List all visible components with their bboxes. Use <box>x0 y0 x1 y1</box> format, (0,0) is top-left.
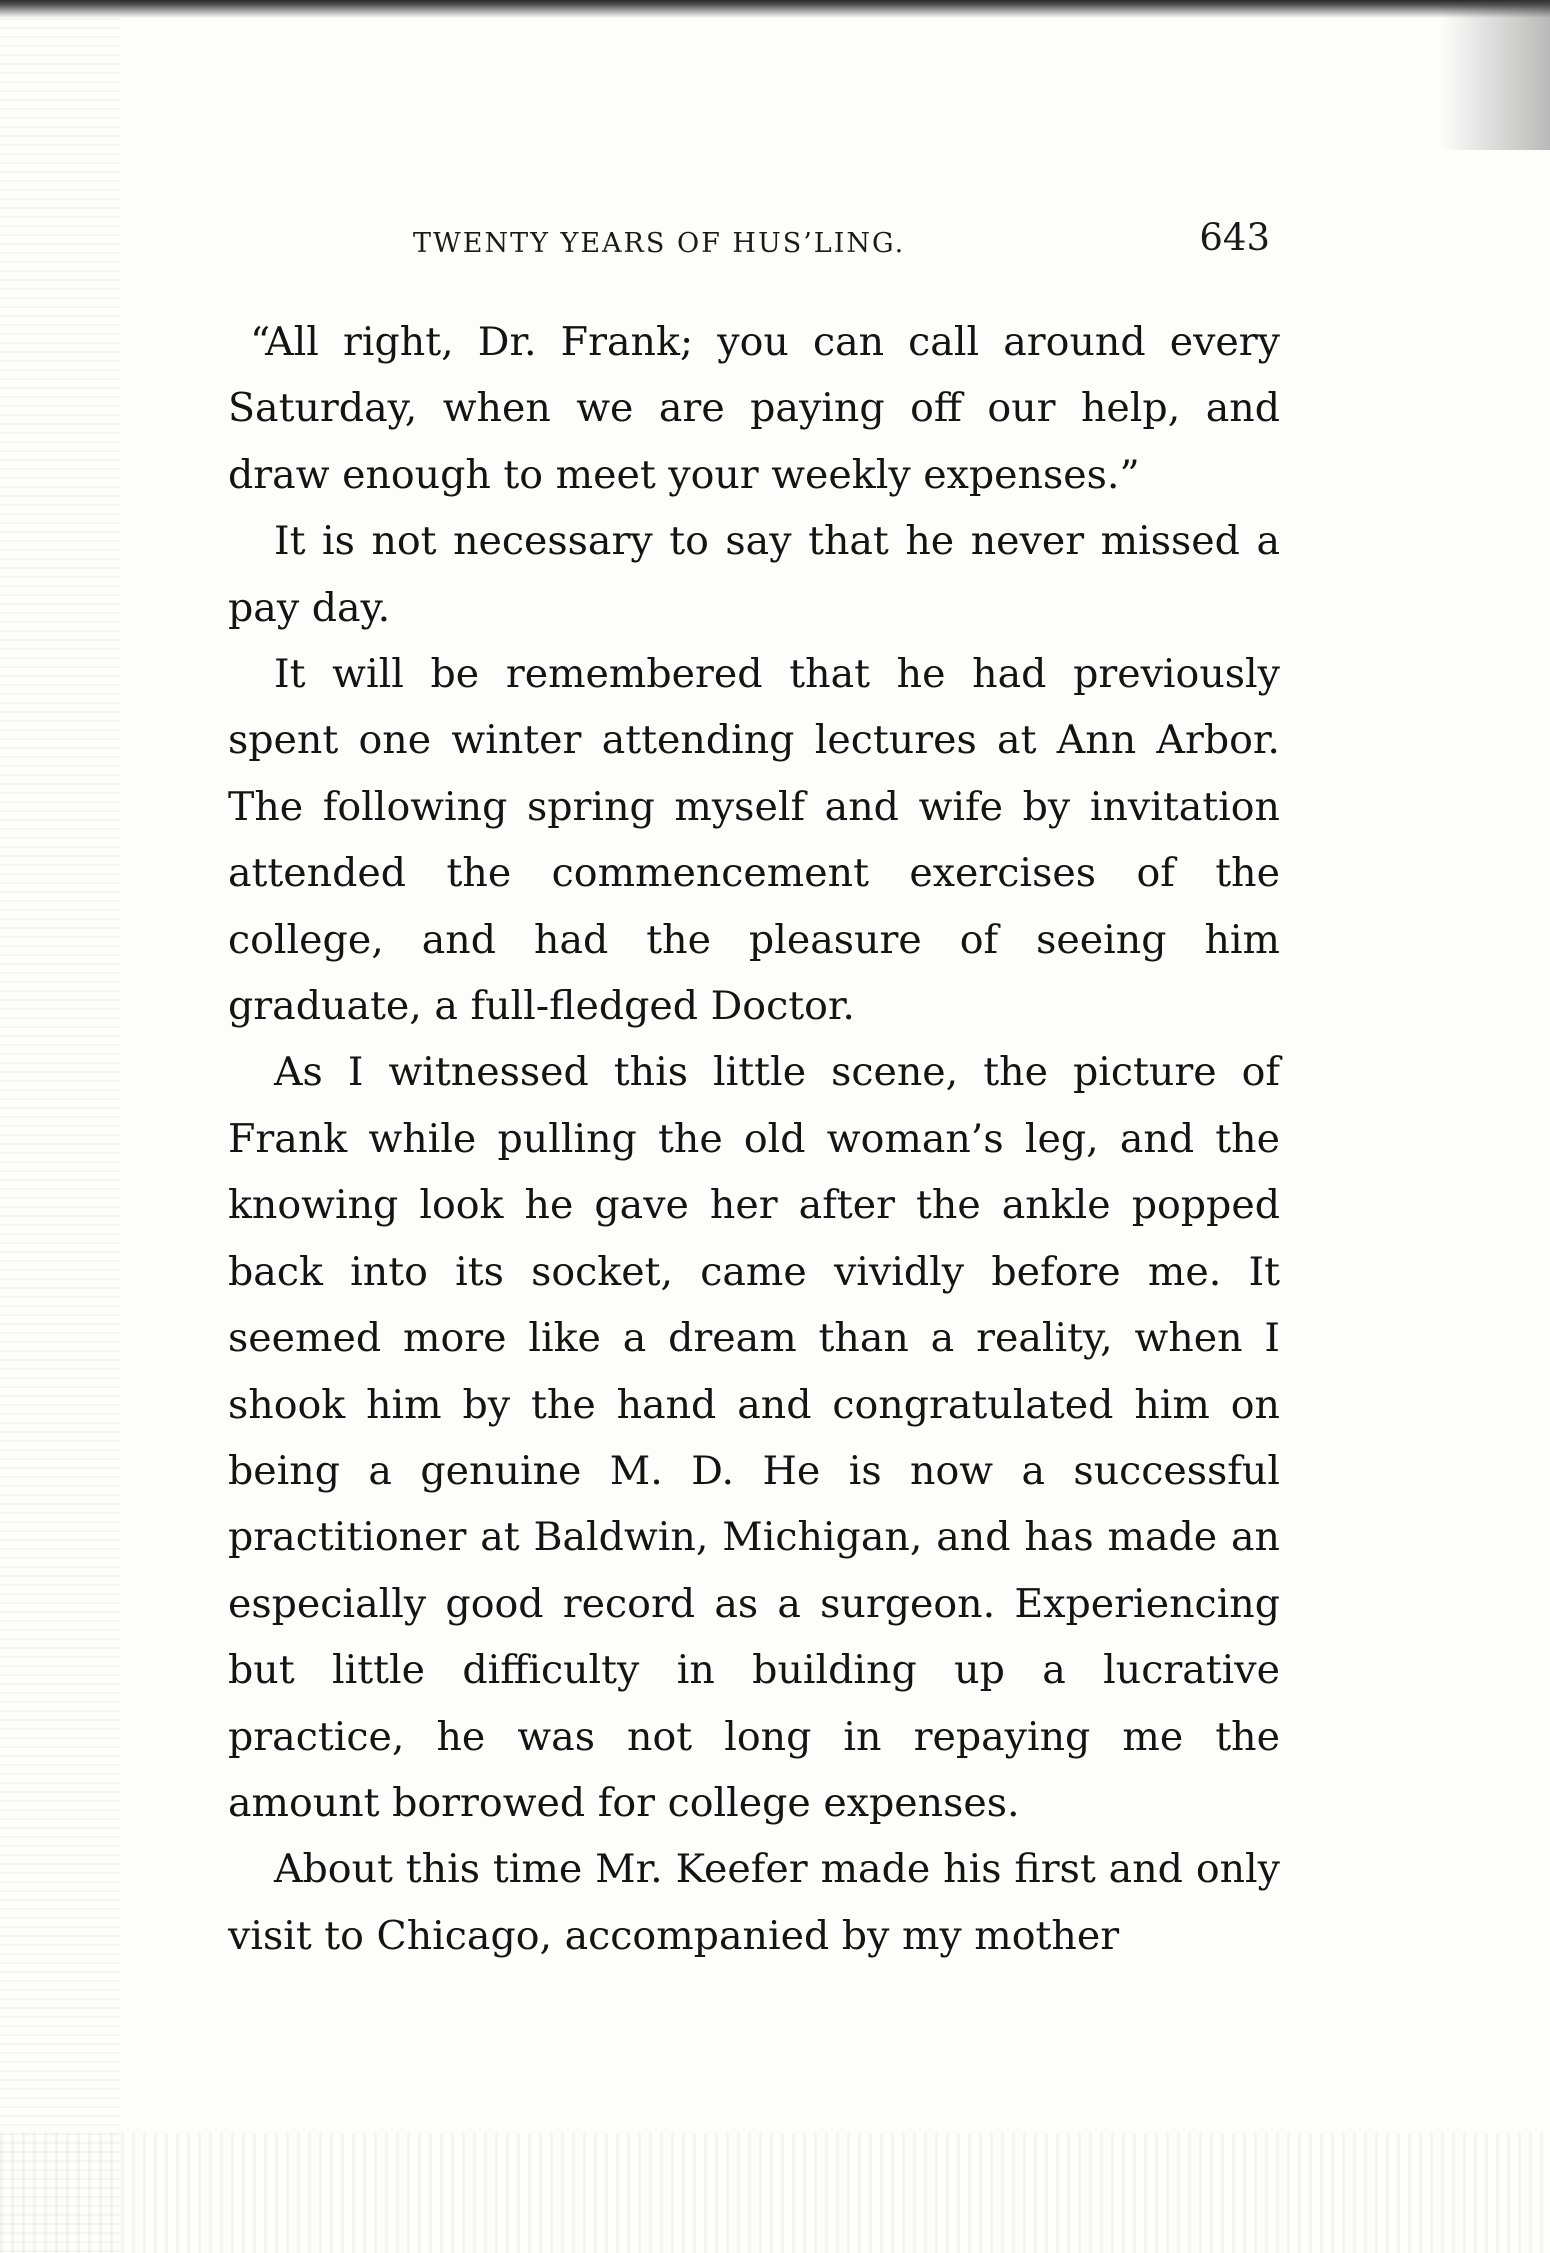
paragraph: As I witnessed this little scene, the picture of Frank while pulling the old woman’s leg, and the knowing look he gave her after the ankle popped back into its socket, came vividly before me. It seemed more like a dream than a reality, when I shook him by the hand and congratulated him on being a genuine M. D. He is now a successful practitioner at Baldwin, Michigan, and has made an especially good record as a surgeon. Experiencing but little difficulty in building up a lucrative practice, he was not long in repaying me the amount borrowed for college expenses. <box>228 1049 1280 1826</box>
scan-top-edge <box>0 0 1550 18</box>
paragraph: “All right, Dr. Frank; you can call around every Saturday, when we are paying off our help, and draw enough to meet your weekly expenses.” <box>228 319 1280 498</box>
page-header <box>228 210 1280 270</box>
running-title: TWENTY YEARS OF HUS’LING. <box>413 228 906 259</box>
page-number: 643 <box>1199 216 1270 259</box>
paragraph: It is not necessary to say that he never missed a pay day. <box>228 518 1280 631</box>
paragraph: About this time Mr. Keefer made his first and only visit to Chicago, accompanied by my mother <box>228 1846 1280 1959</box>
scan-bottom-margin-noise <box>0 2133 1550 2253</box>
body-text <box>228 309 1280 1969</box>
scan-corner-shadow <box>1440 0 1550 150</box>
paragraph: It will be remembered that he had previously spent one winter attending lectures at Ann Arbor. The following spring myself and wife by invitation attended the commencement exercises of the college, and had the pleasure of seeing him graduate, a full-fledged Doctor. <box>228 651 1280 1030</box>
scan-left-margin-noise <box>0 0 120 2253</box>
